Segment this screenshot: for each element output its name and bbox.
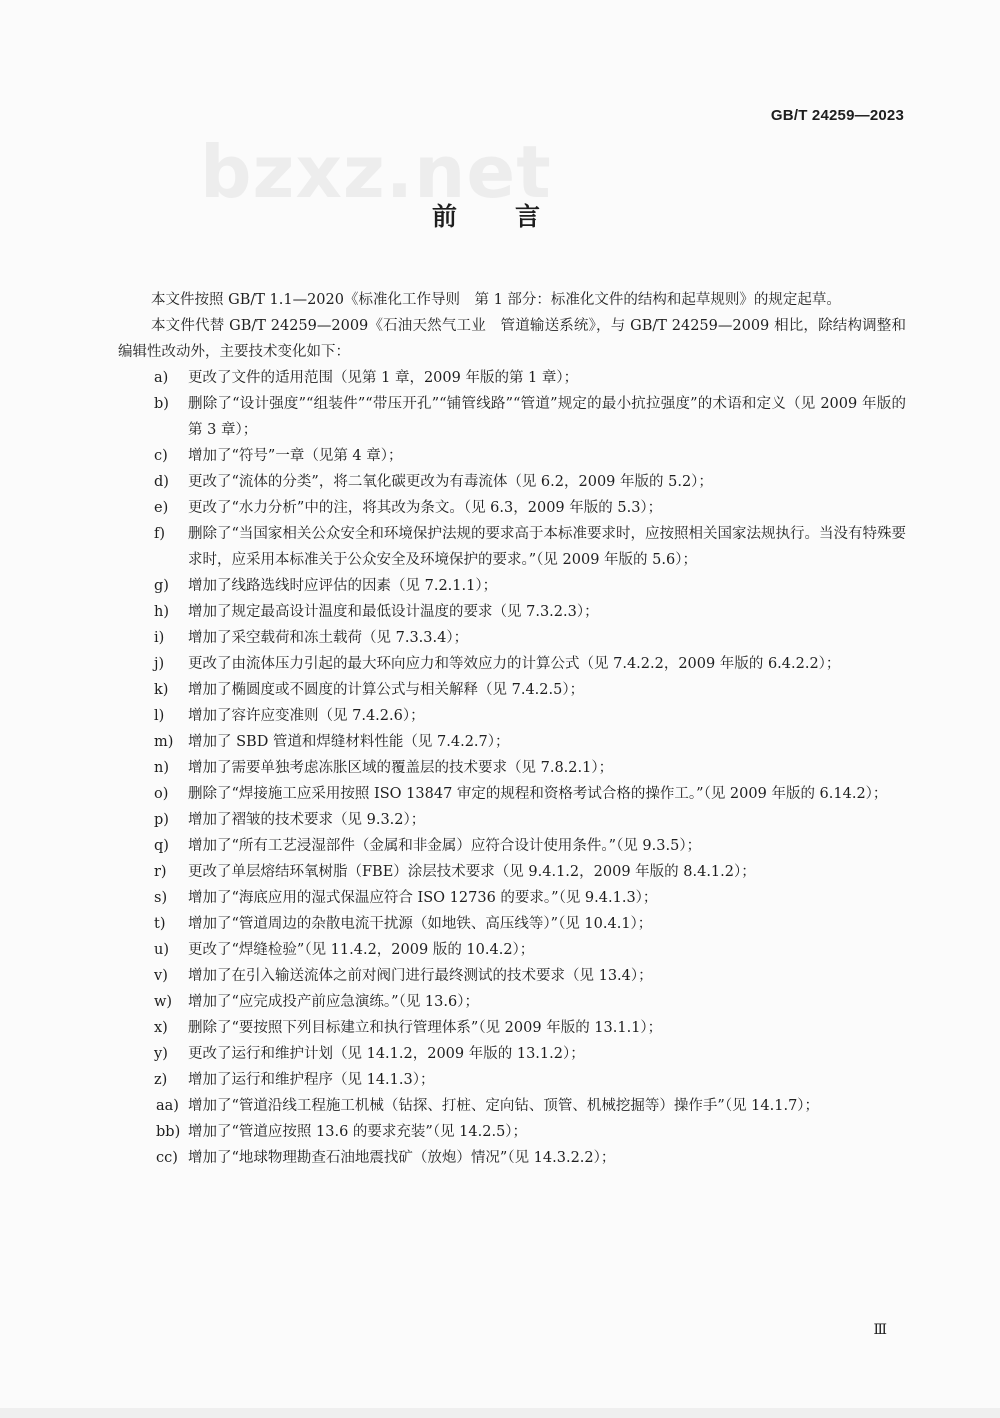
list-item-text: 更改了文件的适用范围（见第 1 章，2009 年版的第 1 章）； bbox=[188, 370, 579, 386]
list-item-marker: g) bbox=[154, 578, 169, 594]
list-item bbox=[118, 885, 906, 911]
list-item bbox=[118, 625, 906, 651]
list-item-marker: n) bbox=[154, 760, 169, 776]
list-item-text: 增加了容许应变准则（见 7.4.2.6）； bbox=[188, 708, 425, 724]
list-item-text: 更改了“水力分析”中的注，将其改为条文。（见 6.3，2009 年版的 5.3）； bbox=[188, 500, 663, 516]
list-item-text: 更改了运行和维护计划（见 14.1.2，2009 年版的 13.1.2）； bbox=[188, 1046, 585, 1062]
list-item-marker: o) bbox=[154, 786, 169, 802]
list-item-marker: c) bbox=[154, 448, 168, 464]
list-item-marker: bb) bbox=[156, 1124, 181, 1140]
list-item-marker: q) bbox=[154, 838, 169, 854]
list-item-marker: h) bbox=[154, 604, 169, 620]
list-item-marker: p) bbox=[154, 812, 169, 828]
list-item bbox=[118, 807, 906, 833]
list-item-text: 增加了“所有工艺浸湿部件（金属和非金属）应符合设计使用条件。”（见 9.3.5）； bbox=[188, 838, 702, 854]
list-item-marker: i) bbox=[154, 630, 165, 646]
list-item-text: 增加了采空载荷和冻土载荷（见 7.3.3.4）； bbox=[188, 630, 469, 646]
list-item-marker: w) bbox=[154, 994, 173, 1010]
list-item bbox=[118, 1015, 906, 1041]
list-item-text: 增加了需要单独考虑冻胀区域的覆盖层的技术要求（见 7.8.2.1）； bbox=[188, 760, 614, 776]
list-item-marker: l) bbox=[154, 708, 165, 724]
list-item bbox=[118, 495, 906, 521]
list-item bbox=[118, 443, 906, 469]
list-item bbox=[118, 1145, 906, 1171]
list-item-marker: k) bbox=[154, 682, 169, 698]
page-number: Ⅲ bbox=[873, 1322, 887, 1338]
list-item bbox=[118, 1119, 906, 1145]
list-item-text: 增加了椭圆度或不圆度的计算公式与相关解释（见 7.4.2.5）； bbox=[188, 682, 585, 698]
list-item-marker: d) bbox=[154, 474, 169, 490]
list-item-text: 更改了“焊缝检验”（见 11.4.2，2009 版的 10.4.2）； bbox=[188, 942, 535, 958]
document-body bbox=[118, 287, 906, 1171]
list-item-text: 增加了规定最高设计温度和最低设计温度的要求（见 7.3.2.3）； bbox=[188, 604, 599, 620]
list-item-text: 增加了“应完成投产前应急演练。”（见 13.6）； bbox=[188, 994, 479, 1010]
list-item-text: 增加了褶皱的技术要求（见 9.3.2）； bbox=[188, 812, 426, 828]
list-item-text: 更改了“流体的分类”，将二氧化碳更改为有毒流体（见 6.2，2009 年版的 5.2）； bbox=[188, 474, 713, 490]
list-item-marker: e) bbox=[154, 500, 169, 516]
list-item-marker: x) bbox=[154, 1020, 168, 1036]
list-item-text: 增加了“符号”一章（见第 4 章）； bbox=[188, 448, 403, 464]
list-item bbox=[118, 469, 906, 495]
list-item-text: 更改了单层熔结环氧树脂（FBE）涂层技术要求（见 9.4.1.2，2009 年版的 8.4.1.2）； bbox=[188, 864, 756, 880]
list-item-text: 增加了在引入输送流体之前对阀门进行最终测试的技术要求（见 13.4）； bbox=[188, 968, 653, 984]
list-item-text: 删除了“焊接施工应采用按照 ISO 13847 审定的规程和资格考试合格的操作工。”（见 2009 年版的 6.14.2）； bbox=[188, 786, 888, 802]
list-item-text: 删除了“设计强度”“组装件”“带压开孔”“铺管线路”“管道”规定的最小抗拉强度”的术语和定义（见 2009 年版的第 3 章）； bbox=[188, 396, 906, 438]
list-item-marker: s) bbox=[154, 890, 168, 906]
list-item-marker: cc) bbox=[156, 1150, 178, 1166]
list-item bbox=[118, 963, 906, 989]
intro-paragraph: 本文件代替 GB/T 24259—2009《石油天然气工业 管道输送系统》，与 GB/T 24259—2009 相比，除结构调整和编辑性改动外，主要技术变化如下： bbox=[118, 318, 906, 360]
list-item bbox=[118, 521, 906, 573]
list-item bbox=[118, 781, 906, 807]
list-item-marker: b) bbox=[154, 396, 169, 412]
list-item-marker: f) bbox=[154, 526, 166, 542]
list-item-marker: u) bbox=[154, 942, 169, 958]
list-item-marker: y) bbox=[154, 1046, 168, 1062]
list-item bbox=[118, 833, 906, 859]
list-item bbox=[118, 1041, 906, 1067]
list-item bbox=[118, 859, 906, 885]
page-bottom-edge bbox=[0, 1408, 1000, 1418]
list-item bbox=[118, 755, 906, 781]
list-item bbox=[118, 365, 906, 391]
list-item bbox=[118, 729, 906, 755]
list-item bbox=[118, 677, 906, 703]
change-list bbox=[118, 365, 906, 1171]
list-item-text: 增加了“管道应按照 13.6 的要求充装”（见 14.2.5）； bbox=[188, 1124, 528, 1140]
list-item-marker: j) bbox=[154, 656, 165, 672]
document-code: GB/T 24259—2023 bbox=[770, 107, 904, 124]
list-item-text: 增加了“管道周边的杂散电流干扰源（如地铁、高压线等）”（见 10.4.1）； bbox=[188, 916, 653, 932]
list-item-text: 增加了运行和维护程序（见 14.1.3）； bbox=[188, 1072, 435, 1088]
list-item bbox=[118, 1093, 906, 1119]
list-item-text: 增加了 SBD 管道和焊缝材料性能（见 7.4.2.7）； bbox=[188, 734, 510, 750]
list-item bbox=[118, 651, 906, 677]
list-item-marker: aa) bbox=[156, 1098, 179, 1114]
list-item bbox=[118, 573, 906, 599]
list-item bbox=[118, 937, 906, 963]
page-title: 前言 bbox=[431, 202, 598, 231]
list-item bbox=[118, 391, 906, 443]
list-item bbox=[118, 599, 906, 625]
list-item-marker: v) bbox=[154, 968, 168, 984]
list-item-text: 更改了由流体压力引起的最大环向应力和等效应力的计算公式（见 7.4.2.2，2009 年版的 6.4.2.2）； bbox=[188, 656, 841, 672]
list-item bbox=[118, 703, 906, 729]
list-item-text: 删除了“当国家相关公众安全和环境保护法规的要求高于本标准要求时，应按照相关国家法规执行。当没有特殊要求时，应采用本标准关于公众安全及环境保护的要求。”（见 2009 年版的 5.6）； bbox=[188, 526, 906, 568]
list-item-text: 删除了“要按照下列目标建立和执行管理体系”（见 2009 年版的 13.1.1）； bbox=[188, 1020, 663, 1036]
list-item-marker: r) bbox=[154, 864, 167, 880]
watermark: bzxz.net bbox=[200, 130, 552, 214]
list-item-marker: t) bbox=[154, 916, 166, 932]
list-item bbox=[118, 911, 906, 937]
list-item-marker: z) bbox=[154, 1072, 168, 1088]
list-item-text: 增加了线路选线时应评估的因素（见 7.2.1.1）； bbox=[188, 578, 498, 594]
list-item-marker: m) bbox=[154, 734, 174, 750]
list-item bbox=[118, 989, 906, 1015]
list-item-text: 增加了“管道沿线工程施工机械（钻探、打桩、定向钻、顶管、机械挖掘等）操作手”（见 14.1.7）； bbox=[188, 1098, 820, 1114]
intro-paragraph: 本文件按照 GB/T 1.1—2020《标准化工作导则 第 1 部分：标准化文件的结构和起草规则》的规定起草。 bbox=[151, 292, 841, 308]
list-item-text: 增加了“地球物理勘查石油地震找矿（放炮）情况”（见 14.3.2.2）； bbox=[188, 1150, 616, 1166]
list-item bbox=[118, 1067, 906, 1093]
list-item-marker: a) bbox=[154, 370, 169, 386]
list-item-text: 增加了“海底应用的湿式保温应符合 ISO 12736 的要求。”（见 9.4.1.3）； bbox=[188, 890, 658, 906]
